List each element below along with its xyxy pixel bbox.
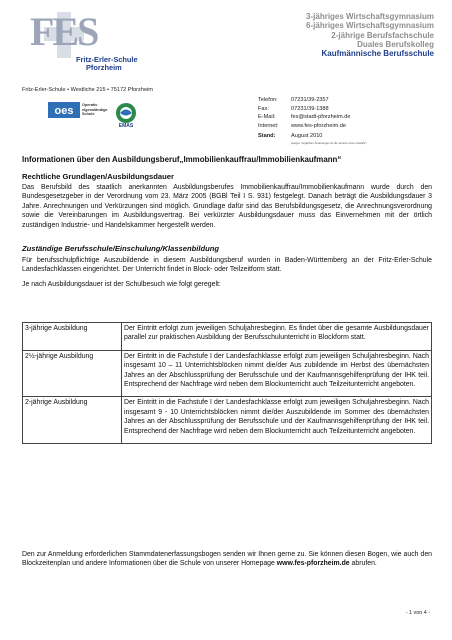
description-cell: Der Eintritt in die Fachstufe I der Landesfachklasse erfolgt zum jeweiligen Schuljahresbeginn. Nach insgesamt 9 - 10 Unterrichtsblöcken nimmt die/der Auszubildende im Sommer des übernächsten Jahres an der Abschlussprüfung der Berufsschule und der Kaufmannsgehilfenprüfung der IHK teil. Entsprechend der Nachfrage wird neben dem Blockunterricht auch Teilzeitunterricht angeboten.	[122, 397, 432, 444]
oes-caption-line: eigenständige	[82, 107, 108, 112]
contact-row	[258, 122, 350, 131]
school-logo	[30, 10, 190, 80]
stand-row	[258, 133, 322, 139]
stand-value: August 2010	[291, 133, 323, 139]
table-row	[23, 350, 432, 397]
logo-name-line1: Fritz-Erler-Schule	[76, 55, 138, 64]
school-type: Duales Berufskolleg	[357, 39, 434, 49]
contact-row	[258, 96, 350, 105]
contact-key: Telefon:	[258, 97, 278, 103]
contact-row	[258, 105, 350, 114]
oes-caption	[82, 103, 108, 117]
website-link[interactable]: www.fes-pforzheim.de	[291, 122, 347, 129]
stand-label: Stand:	[258, 133, 276, 139]
section-text-school: Für berufsschulpflichtige Auszubildende in diesem Ausbildungsberuf wurden in Baden-Württemberg an der Fritz-Erler-Schule Landesfachklassen eingerichtet. Der Unterricht findet in Block- oder Teilzeitform statt.	[22, 257, 432, 274]
oes-logo-icon	[48, 102, 80, 118]
contact-key: Fax:	[258, 105, 269, 112]
closing-text	[22, 550, 432, 569]
closing-text-part: abrufen.	[349, 560, 377, 568]
oes-caption-line: Schule	[82, 112, 95, 116]
table-row	[23, 323, 432, 351]
page-title: Informationen über den Ausbildungsberuf„Immobilienkauffrau/Immobilienkaufmann“	[22, 155, 342, 164]
description-cell: Der Eintritt in die Fachstufe I der Landesfachklasse erfolgt zum jeweiligen Schuljahresbeginn. Nach insgesamt 10 – 11 Unterrichtsblöcken nimmt die/der Aus zubildende im Herbst des übernächsten Jahres an der Abschlussprüfung der Berufsschule und der Kaufmannsgehilfenprüfung der IHK teil. Entsprechend der Nachfrage wird neben dem Blockunterricht auch Teilzeitunterricht angeboten.	[122, 350, 432, 397]
sender-address: Fritz-Erler-Schule • Westliche 215 • 75172 Pforzheim	[22, 87, 153, 93]
description-cell: Der Eintritt erfolgt zum jeweiligen Schuljahresbeginn. Es findet über die gesamte Ausbildungsdauer parallel zur praktischen Ausbildung der Berufsschulunterricht in Blockform statt.	[122, 323, 432, 351]
contact-row	[258, 113, 350, 122]
duration-cell: 2-jährige Ausbildung	[23, 397, 122, 444]
school-type: Kaufmännische Berufsschule	[321, 49, 434, 59]
emas-logo-icon	[114, 102, 138, 124]
page-number: - 1 von 4 -	[405, 610, 430, 616]
fax-value: 07231/39-1388	[291, 105, 329, 112]
duration-cell: 2½-jährige Ausbildung	[23, 350, 122, 397]
section-heading-legal: Rechtliche Grundlagen/Ausbildungsdauer	[22, 172, 174, 181]
homepage-link[interactable]: www.fes-pforzheim.de	[276, 560, 350, 568]
closing-text-part: Den zur Anmeldung erforderlichen Stammdatenerfassungsbogen senden wir Ihnen gerne zu. Sie können diesen Bogen, wie auch den Blockzeitenplan und andere Informationen über die Schule von unserer Homepage	[22, 551, 432, 568]
stand-note: (wegen möglichen Änderungen ist die Version ohne Gewähr)	[291, 141, 367, 145]
svg-text:oes: oes	[54, 105, 74, 117]
logo-letters: FES	[30, 9, 98, 54]
school-types-list	[306, 12, 434, 58]
section-text-schedule: Je nach Ausbildungsdauer ist der Schulbesuch wie folgt geregelt:	[22, 281, 221, 288]
phone-value: 07231/39-2357	[291, 97, 329, 103]
table-row	[23, 397, 432, 444]
contact-key: E-Mail:	[258, 114, 276, 121]
section-heading-school: Zuständige Berufsschule/Einschulung/Klassenbildung	[22, 244, 220, 253]
contact-block	[258, 96, 350, 130]
school-type: 2-jährige Berufsfachschule	[331, 30, 434, 40]
oes-caption-line: Operativ	[82, 103, 98, 107]
contact-key: Internet:	[258, 122, 279, 129]
email-link[interactable]: fes@stadt-pforzheim.de	[291, 114, 351, 121]
school-type: 6-jähriges Wirtschaftsgymnasium	[306, 21, 434, 31]
logo-name-line2: Pforzheim	[86, 63, 122, 72]
school-type: 3-jähriges Wirtschaftsgymnasium	[306, 12, 434, 21]
duration-cell: 3-jährige Ausbildung	[23, 323, 122, 351]
schedule-table	[22, 322, 432, 444]
section-text-legal: Das Berufsbild des staatlich anerkannten Ausbildungsberufes Immobilienkauffrau/Immobilienkaufmann wurde durch den Bundesgesetzgeber in der Verordnung vom 23. März 2005 (BGBl Teil I S. 931) festgelegt. Danach beträgt die Ausbildungsdauer 3 Jahre. Anrechnungen und Verkürzungen sind möglich. Grundlage dafür sind das Berufsbildungsgesetz, die Anrechnungsverordnung sowie die Vereinbarungen im Ausbildungsvertrag. Bei verkürzter Ausbildungsdauer muss das Einvernehmen mit der örtlich zuständigen Industrie- und Handelskammer hergestellt werden.	[22, 184, 432, 229]
emas-label: EMAS	[118, 123, 134, 129]
logo-school-name	[76, 56, 138, 72]
